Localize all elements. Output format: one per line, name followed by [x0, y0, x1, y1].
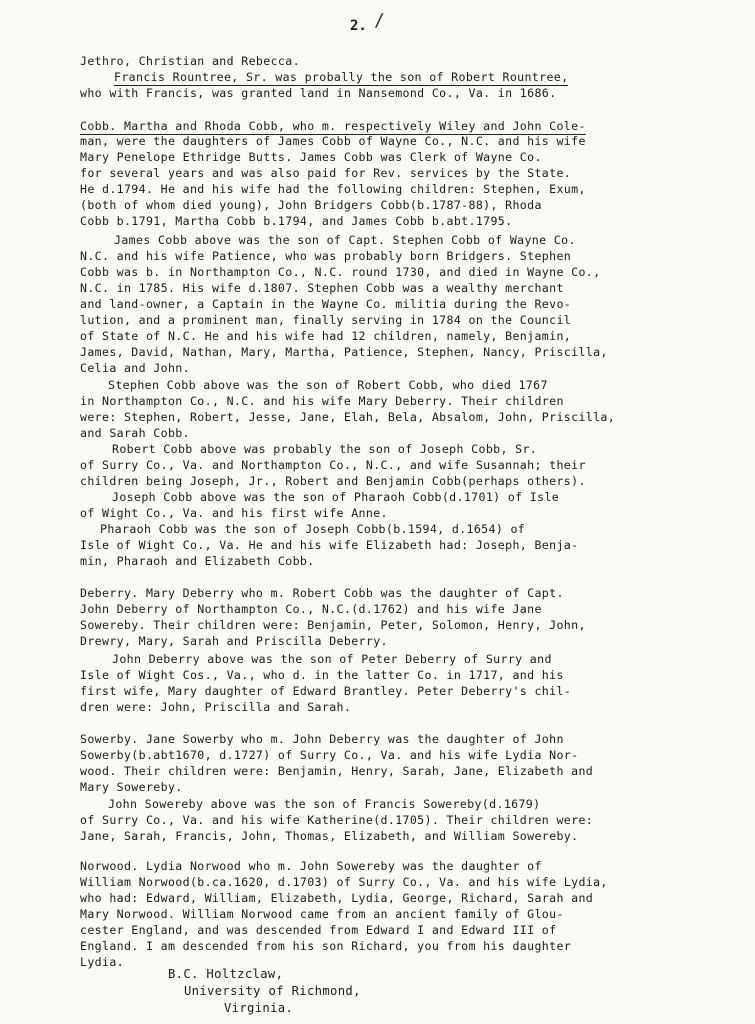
text-line: James, David, Nathan, Mary, Martha, Patience, Stephen, Nancy, Priscilla, — [80, 345, 608, 359]
text-line: Sowerby(b.abt1670, d.1727) of Surry Co., Va. and his wife Lydia Nor- — [80, 748, 579, 762]
text-line: John Deberry of Northampton Co., N.C.(d.1762) and his wife Jane — [80, 602, 542, 616]
text-line: Mary Penelope Ethridge Butts. James Cobb was Clerk of Wayne Co. — [80, 150, 542, 164]
text-line: William Norwood(b.ca.1620, d.1703) of Surry Co., Va. and his wife Lydia, — [80, 875, 608, 889]
page-mark: / — [374, 10, 385, 31]
text-line: Celia and John. — [80, 361, 190, 375]
text-line: Jane, Sarah, Francis, John, Thomas, Elizabeth, and William Sowereby. — [80, 829, 579, 843]
text-line: and land-owner, a Captain in the Wayne Co. militia during the Revo- — [80, 297, 572, 311]
text-line: and Sarah Cobb. — [80, 426, 190, 440]
text-line: (both of whom died young), John Bridgers Cobb(b.1787-88), Rhoda — [80, 198, 542, 212]
text-line: Joseph Cobb above was the son of Pharaoh Cobb(d.1701) of Isle — [112, 490, 560, 504]
text-line: Robert Cobb above was probably the son of Joseph Cobb, Sr. — [112, 442, 538, 456]
text-line: children being Joseph, Jr., Robert and Benjamin Cobb(perhaps others). — [80, 474, 586, 488]
text-line: John Sowereby above was the son of Francis Sowereby(d.1679) — [108, 797, 541, 811]
text-line: of Wight Co., Va. and his first wife Anne. — [80, 506, 388, 520]
text-line: Francis Rountree, Sr. was probally the son of Robert Rountree, — [114, 70, 569, 84]
text-line: Deberry. Mary Deberry who m. Robert Cobb was the daughter of Capt. — [80, 586, 564, 600]
text-line: James Cobb above was the son of Capt. Stephen Cobb of Wayne Co. — [114, 233, 576, 247]
text-line: wood. Their children were: Benjamin, Henry, Sarah, Jane, Elizabeth and — [80, 764, 594, 778]
text-line: Sowerby. Jane Sowerby who m. John Deberry was the daughter of John — [80, 732, 564, 746]
text-line: Jethro, Christian and Rebecca. — [80, 54, 300, 68]
page-number: 2. — [350, 18, 367, 34]
text-line: Cobb was b. in Northampton Co., N.C. round 1730, and died in Wayne Co., — [80, 265, 601, 279]
signature-institution: University of Richmond, — [184, 984, 361, 998]
text-line: for several years and was also paid for Rev. services by the State. — [80, 166, 572, 180]
text-line: man, were the daughters of James Cobb of Wayne Co., N.C. and his wife — [80, 134, 586, 148]
text-line: of State of N.C. He and his wife had 12 children, namely, Benjamin, — [80, 329, 572, 343]
text-line: lution, and a prominent man, finally serving in 1784 on the Council — [80, 313, 572, 327]
text-line: John Deberry above was the son of Peter Deberry of Surry and — [112, 652, 552, 666]
text-line: Drewry, Mary, Sarah and Priscilla Deberry. — [80, 634, 388, 648]
text-line: N.C. in 1785. His wife d.1807. Stephen Cobb was a wealthy merchant — [80, 281, 564, 295]
text-line: first wife, Mary daughter of Edward Brantley. Peter Deberry's chil- — [80, 684, 572, 698]
text-line: Mary Norwood. William Norwood came from an ancient family of Glou- — [80, 907, 564, 921]
text-line: cester England, and was descended from Edward I and Edward III of — [80, 923, 557, 937]
text-line: Cobb. Martha and Rhoda Cobb, who m. respectively Wiley and John Cole- — [80, 119, 586, 133]
text-line: min, Pharaoh and Elizabeth Cobb. — [80, 554, 315, 568]
text-line: Stephen Cobb above was the son of Robert Cobb, who died 1767 — [108, 378, 548, 392]
text-line: Mary Sowereby. — [80, 780, 183, 794]
text-line: Isle of Wight Cos., Va., who d. in the latter Co. in 1717, and his — [80, 668, 564, 682]
text-line: Sowereby. Their children were: Benjamin, Peter, Solomon, Henry, John, — [80, 618, 586, 632]
text-line: N.C. and his wife Patience, who was probably born Bridgers. Stephen — [80, 249, 572, 263]
text-line: of Surry Co., Va. and his wife Katherine(d.1705). Their children were: — [80, 813, 594, 827]
text-line: in Northampton Co., N.C. and his wife Mary Deberry. Their children — [80, 394, 564, 408]
text-line: of Surry Co., Va. and Northampton Co., N.C., and wife Susannah; their — [80, 458, 586, 472]
text-line: were: Stephen, Robert, Jesse, Jane, Elah, Bela, Absalom, John, Priscilla, — [80, 410, 616, 424]
signature-location: Virginia. — [224, 1001, 294, 1015]
text-line: Norwood. Lydia Norwood who m. John Sowereby was the daughter of — [80, 859, 542, 873]
text-line: Lydia. — [80, 955, 124, 969]
text-line: who had: Edward, William, Elizabeth, Lydia, George, Richard, Sarah and — [80, 891, 594, 905]
text-line: Pharaoh Cobb was the son of Joseph Cobb(b.1594, d.1654) of — [100, 522, 526, 536]
text-line: England. I am descended from his son Richard, you from his daughter — [80, 939, 572, 953]
text-line: who with Francis, was granted land in Nansemond Co., Va. in 1686. — [80, 86, 557, 100]
text-line: Cobb b.1791, Martha Cobb b.1794, and James Cobb b.abt.1795. — [80, 214, 513, 228]
text-line: He d.1794. He and his wife had the following children: Stephen, Exum, — [80, 182, 586, 196]
text-line: dren were: John, Priscilla and Sarah. — [80, 700, 352, 714]
text-line: Isle of Wight Co., Va. He and his wife Elizabeth had: Joseph, Benja- — [80, 538, 579, 552]
signature-name: B.C. Holtzclaw, — [168, 967, 284, 981]
